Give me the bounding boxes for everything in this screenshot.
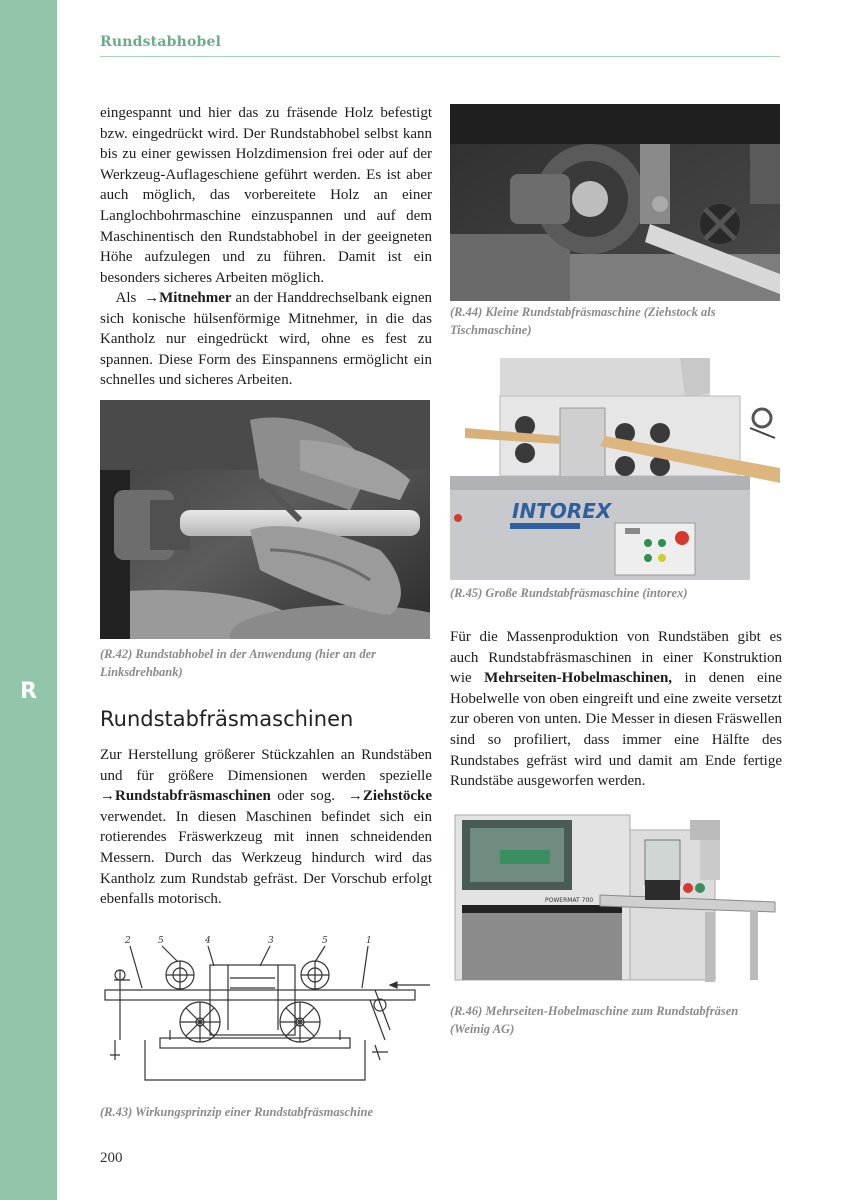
diagram-label-4: 4 bbox=[205, 936, 211, 946]
header-rule bbox=[100, 56, 780, 57]
caption-r44: (R.44) Kleine Rundstabfräsmaschine (Ziehstock als Tischmaschine) bbox=[450, 305, 716, 337]
page-number: 200 bbox=[100, 1150, 123, 1166]
photo-r44-small-machine bbox=[450, 104, 780, 301]
caption-r43: (R.43) Wirkungsprinzip einer Rundstabfräsmaschine bbox=[100, 1105, 373, 1119]
diagram-label-3: 3 bbox=[268, 936, 274, 946]
caption-r46: (R.46) Mehrseiten-Hobelmaschine zum Rundstabfräsen (Weinig AG) bbox=[450, 1004, 739, 1036]
body-paragraph-1: eingespannt und hier das zu fräsende Holz befestigt bzw. eingedrückt wird. Der Rundstabhobel selbst kann bis zu einer gewissen Holzdimension frei oder auf der Werkzeug-Auflageschiene geführt werden. Es ist aber auch möglich, das vorbereitete Holz an einer Langlochbohrmaschine einzuspannen und auf dem Maschinentisch den Rundstabhobel in der geeigneten Höhe aufzulegen und zu führen. Damit ist ein besonders sicheres Arbeiten möglich. bbox=[100, 105, 432, 286]
intorex-logo-text: INTOREX bbox=[512, 499, 612, 523]
diagram-r43-principle bbox=[100, 930, 435, 1090]
photo-r42-lathe-hands bbox=[100, 400, 430, 639]
body-paragraph-4: Für die Massenproduktion von Rundstäben gibt es auch Rundstabfräsmaschinen in einer Konstruktion wie Mehrseiten-Hobelmaschinen, in denen eine Hobelwelle von oben eingreift und eine zweite versetzt zur oberen von unten. Die Messer in diesen Fräswellen sind so profiliert, dass immer eine Hälfte des Rundstabes gefräst wird und damit am Ende fertige Rundstäbe ausgeworfen werden. bbox=[450, 629, 782, 790]
photo-r45-intorex-machine bbox=[450, 358, 780, 580]
caption-r45: (R.45) Große Rundstabfräsmaschine (intorex) bbox=[450, 586, 688, 600]
side-color-band bbox=[0, 0, 57, 1200]
body-paragraph-2: Als →Mitnehmer an der Handdrechselbank eignen sich konische hülsenförmige Mitnehmer, in die das Kantholz nur eingedrückt wird, ohne es fest zu spannen. Diese Form des Einspannens ermöglicht ein schnelles und sicheres Arbeiten. bbox=[100, 290, 432, 389]
side-tab-letter: R bbox=[20, 679, 37, 704]
diagram-label-5b: 5 bbox=[322, 936, 328, 946]
photo-r46-weinig-machine bbox=[450, 810, 780, 990]
caption-r42: (R.42) Rundstabhobel in der Anwendung (hier an der Linksdrehbank) bbox=[100, 647, 376, 679]
diagram-label-1: 1 bbox=[366, 936, 372, 946]
diagram-label-5a: 5 bbox=[158, 936, 164, 946]
powermat-label: POWERMAT 700 bbox=[545, 897, 594, 904]
body-paragraph-3: Zur Herstellung größerer Stückzahlen an Rundstäben und für größere Dimensionen werden spezielle →Rundstabfräsmaschinen oder sog. →Ziehstöcke verwendet. In diesen Maschinen befindet sich ein rotierendes Fräswerkzeug mit innen schneidenden Messern. Durch das Werkzeug hindurch wird das Kantholz zum Rundstab gefräst. Der Vorschub erfolgt ebenfalls motorisch. bbox=[100, 747, 432, 908]
diagram-label-2: 2 bbox=[125, 936, 131, 946]
section-heading: Rundstabfräsmaschinen bbox=[100, 707, 354, 731]
running-header-title: Rundstabhobel bbox=[100, 34, 222, 50]
